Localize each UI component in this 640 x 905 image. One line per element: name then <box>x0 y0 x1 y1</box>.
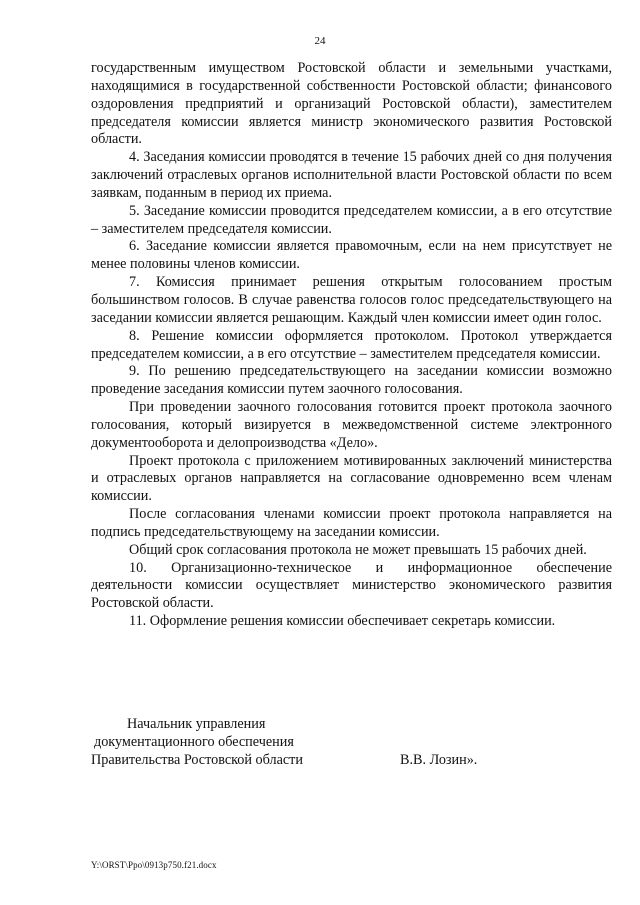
document-file-path: Y:\ORST\Ppo\0913p750.f21.docx <box>91 860 217 870</box>
signature-position-line-1: Начальник управления <box>127 716 266 732</box>
paragraph-absentee-voting: При проведении заочного голосования готовится проект протокола заочного голосования, который визируется в межведомственной системе электронного документооборота и делопроизводства «Дело». <box>91 399 612 451</box>
signature-position-line-3: Правительства Ростовской области <box>91 752 303 768</box>
paragraph-approval-term: Общий срок согласования протокола не может превышать 15 рабочих дней. <box>129 541 587 558</box>
paragraph-draft-protocol: Проект протокола с приложением мотивированных заключений министерства и отраслевых органов направляется на согласование одновременно всем членам комиссии. <box>91 452 612 505</box>
signature-position-line-2: документационного обеспечения <box>94 734 294 750</box>
paragraph-item-8: 8. Решение комиссии оформляется протоколом. Протокол утверждается председателем комиссии, а в его отсутствие – заместителем председателя комиссии. <box>91 327 612 362</box>
paragraph-item-11: 11. Оформление решения комиссии обеспечивает секретарь комиссии. <box>129 613 556 630</box>
document-body <box>91 60 612 631</box>
paragraph-item-5: 5. Заседание комиссии проводится председателем комиссии, а в его отсутствие – заместителем председателя комиссии. <box>91 202 612 237</box>
paragraph-continuation: государственным имуществом Ростовской области и земельными участками, находящимися в государственной собственности Ростовской области; финансового оздоровления предприятий и организаций Ростовской области), заместителем председателя комиссии является министр экономического развития Ростовской области. <box>91 60 612 148</box>
page-number: 24 <box>314 35 326 47</box>
paragraph-item-7: 7. Комиссия принимает решения открытым голосованием простым большинством голосов. В случае равенства голосов голос председательствующего на заседании комиссии является решающим. Каждый член комиссии имеет один голос. <box>91 274 612 326</box>
paragraph-item-6: 6. Заседание комиссии является правомочным, если на нем присутствует не менее половины членов комиссии. <box>91 238 612 273</box>
paragraph-item-4: 4. Заседания комиссии проводятся в течение 15 рабочих дней со дня получения заключений отраслевых органов исполнительной власти Ростовской области по всем заявкам, поданным в период их приема. <box>91 149 612 201</box>
paragraph-signature-approval: После согласования членами комиссии проект протокола направляется на подпись председательствующему на заседании комиссии. <box>91 506 612 540</box>
signature-block <box>91 716 612 770</box>
signatory-name: В.В. Лозин». <box>400 752 478 768</box>
paragraph-item-10: 10. Организационно-техническое и информационное обеспечение деятельности комиссии осуществляет министерство экономического развития Ростовской области. <box>91 559 612 612</box>
paragraph-item-9: 9. По решению председательствующего на заседании комиссии возможно проведение заседания комиссии путем заочного голосования. <box>91 363 612 398</box>
